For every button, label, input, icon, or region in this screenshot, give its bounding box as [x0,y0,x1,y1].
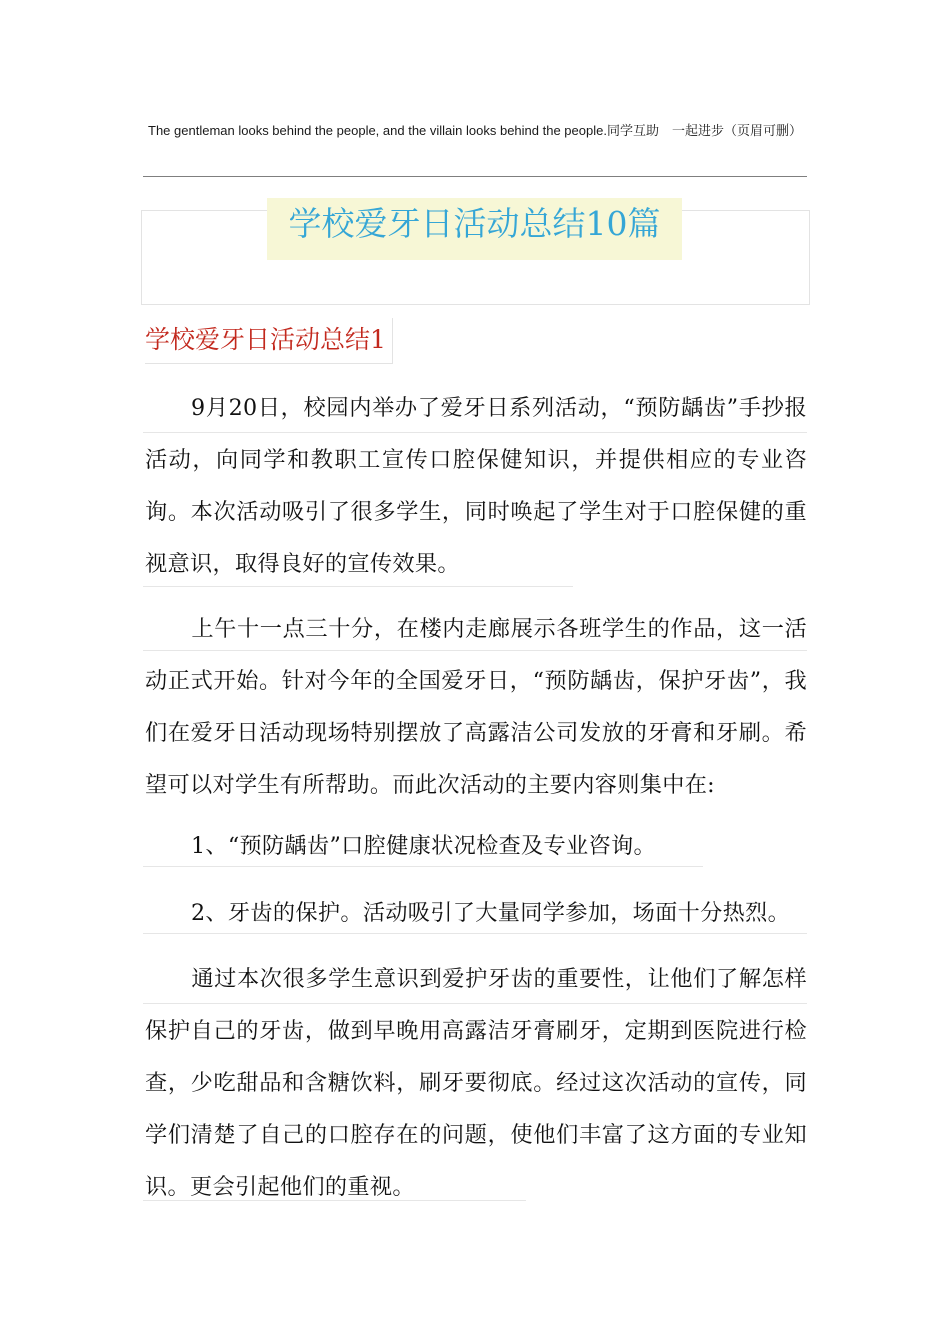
frame-rule [143,586,573,587]
paragraph-4 [145,887,807,939]
header-divider [143,176,807,177]
frame-rule [143,933,807,934]
paragraph-text: 通过本次很多学生意识到爱护牙齿的重要性，让他们了解怎样保护自己的牙齿，做到早晚用高露洁牙膏刷牙，定期到医院进行检查，少吃甜品和含糖饮料，刷牙要彻底。经过这次活动的宣传，同学们清楚了自己的口腔存在的问题，使他们丰富了这方面的专业知识。更会引起他们的重视。 [145,966,807,1200]
section-heading: 学校爱牙日活动总结1 [145,318,393,364]
frame-rule [143,650,807,651]
frame-rule [143,432,807,433]
page-header: The gentleman looks behind the people, and the villain looks behind the people.同学互助 一起进步（页眉可删） [148,123,802,138]
frame-rule [143,866,703,867]
frame-rule [143,1003,807,1004]
paragraph-3 [145,820,807,872]
frame-rule [143,1200,526,1201]
paragraph-text: 9月20日，校园内举办了爱牙日系列活动，“预防龋齿”手抄报活动，向同学和教职工宣传口腔保健知识，并提供相应的专业咨询。本次活动吸引了很多学生，同时唤起了学生对于口腔保健的重视意识，取得良好的宣传效果。 [145,395,807,577]
document-title: 学校爱牙日活动总结10篇 [267,198,682,260]
paragraph-1 [145,382,807,590]
paragraph-text: 2、牙齿的保护。活动吸引了大量同学参加，场面十分热烈。 [191,900,791,926]
paragraph-text: 1、“预防龋齿”口腔健康状况检查及专业咨询。 [191,833,656,859]
paragraph-5 [145,953,807,1213]
paragraph-text: 上午十一点三十分，在楼内走廊展示各班学生的作品，这一活动正式开始。针对今年的全国爱牙日，“预防龋齿，保护牙齿”，我们在爱牙日活动现场特别摆放了高露洁公司发放的牙膏和牙刷。希望可以对学生有所帮助。而此次活动的主要内容则集中在: [145,616,807,798]
paragraph-2 [145,603,807,811]
